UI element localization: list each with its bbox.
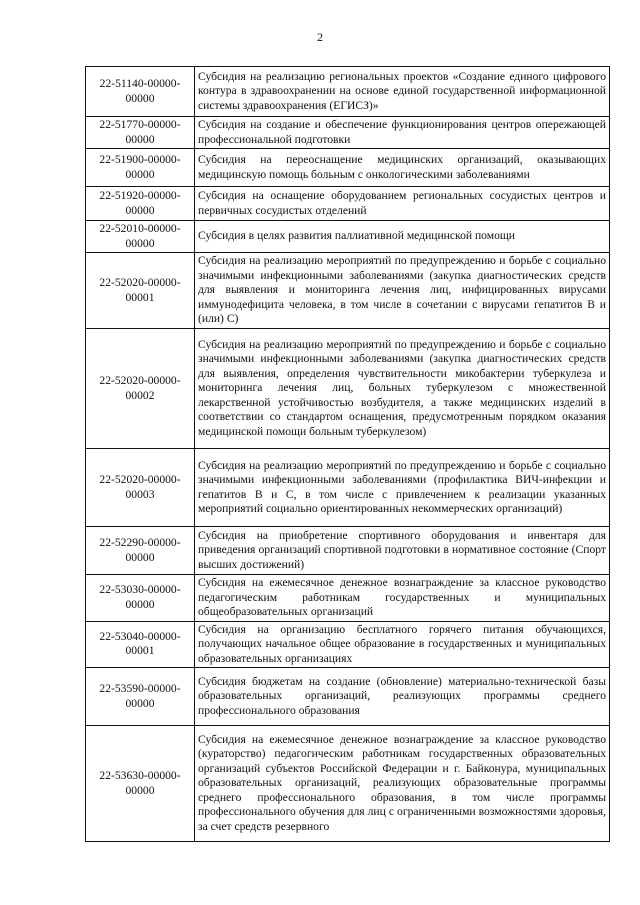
table-row — [86, 668, 610, 726]
budget-code-cell: 22-51900-00000-00000 — [86, 149, 195, 187]
budget-code-cell: 22-53030-00000-00000 — [86, 575, 195, 622]
subsidy-description-cell: Субсидия на реализацию мероприятий по предупреждению и борьбе с социально значимыми инфекционными заболеваниями (закупка диагностических средств для выявления, определения чувствительности микобактерии туберкулеза и мониторинга лечения лиц, больных туберкулезом с множественной лекарственной устойчивостью возбудителя, а также медицинских изделий в соответствии со стандартом оснащения, предусмотренным порядком оказания медицинской помощи больным туберкулезом) — [195, 329, 610, 449]
subsidy-description-cell: Субсидия на ежемесячное денежное вознаграждение за классное руководство (кураторство) педагогическим работникам государственных образовательных организаций субъектов Российской Федерации и г. Байконура, муниципальных образовательных организаций, реализующих образовательные программы среднего профессионального образования, в том числе программы профессионального обучения для лиц с ограниченными возможностями здоровья, за счет средств резервного — [195, 726, 610, 842]
budget-code-cell: 22-52020-00000-00001 — [86, 253, 195, 329]
subsidy-description-cell: Субсидия бюджетам на создание (обновление) материально-технической базы образовательных организаций, реализующих программы среднего профессионального образования — [195, 668, 610, 726]
table-row — [86, 575, 610, 622]
subsidy-description-cell: Субсидия на приобретение спортивного оборудования и инвентаря для приведения организаций спортивной подготовки в нормативное состояние (Спорт высших достижений) — [195, 527, 610, 575]
budget-code-cell: 22-53040-00000-00001 — [86, 621, 195, 668]
budget-code-cell: 22-52290-00000-00000 — [86, 527, 195, 575]
subsidy-description-cell: Субсидия в целях развития паллиативной медицинской помощи — [195, 221, 610, 253]
table-row — [86, 449, 610, 527]
table-row — [86, 726, 610, 842]
table-row — [86, 527, 610, 575]
budget-code-cell: 22-52020-00000-00003 — [86, 449, 195, 527]
table-row — [86, 117, 610, 149]
table-row — [86, 149, 610, 187]
table-row — [86, 67, 610, 117]
budget-code-cell: 22-51920-00000-00000 — [86, 187, 195, 221]
budget-code-cell: 22-52020-00000-00002 — [86, 329, 195, 449]
subsidy-description-cell: Субсидия на переоснащение медицинских организаций, оказывающих медицинскую помощь больным с онкологическими заболеваниями — [195, 149, 610, 187]
subsidy-description-cell: Субсидия на оснащение оборудованием региональных сосудистых центров и первичных сосудистых отделений — [195, 187, 610, 221]
table-row — [86, 253, 610, 329]
budget-codes-table — [85, 66, 610, 842]
subsidy-description-cell: Субсидия на реализацию мероприятий по предупреждению и борьбе с социально значимыми инфекционными заболеваниями (закупка диагностических средств для выявления и мониторинга лечения лиц, инфицированных вирусами иммунодефицита человека, в том числе в сочетании с вирусами гепатитов В и (или) С) — [195, 253, 610, 329]
budget-code-cell: 22-51140-00000-00000 — [86, 67, 195, 117]
table-row — [86, 187, 610, 221]
subsidy-description-cell: Субсидия на реализацию мероприятий по предупреждению и борьбе с социально значимыми инфекционными заболеваниями (профилактика ВИЧ-инфекции и гепатитов В и С, в том числе с привлечением к реализации указанных мероприятий социально ориентированных некоммерческих организаций) — [195, 449, 610, 527]
subsidy-description-cell: Субсидия на реализацию региональных проектов «Создание единого цифрового контура в здравоохранении на основе единой государственной информационной системы здравоохранения (ЕГИСЗ)» — [195, 67, 610, 117]
budget-code-cell: 22-53590-00000-00000 — [86, 668, 195, 726]
subsidy-description-cell: Субсидия на ежемесячное денежное вознаграждение за классное руководство педагогическим работникам государственных и муниципальных общеобразовательных организаций — [195, 575, 610, 622]
budget-code-cell: 22-53630-00000-00000 — [86, 726, 195, 842]
page-number: 2 — [317, 30, 323, 44]
table-row — [86, 221, 610, 253]
table-row — [86, 621, 610, 668]
budget-code-cell: 22-51770-00000-00000 — [86, 117, 195, 149]
subsidy-description-cell: Субсидия на создание и обеспечение функционирования центров опережающей профессиональной подготовки — [195, 117, 610, 149]
budget-code-cell: 22-52010-00000-00000 — [86, 221, 195, 253]
table-row — [86, 329, 610, 449]
subsidy-description-cell: Субсидия на организацию бесплатного горячего питания обучающихся, получающих начальное общее образование в государственных и муниципальных образовательных организациях — [195, 621, 610, 668]
